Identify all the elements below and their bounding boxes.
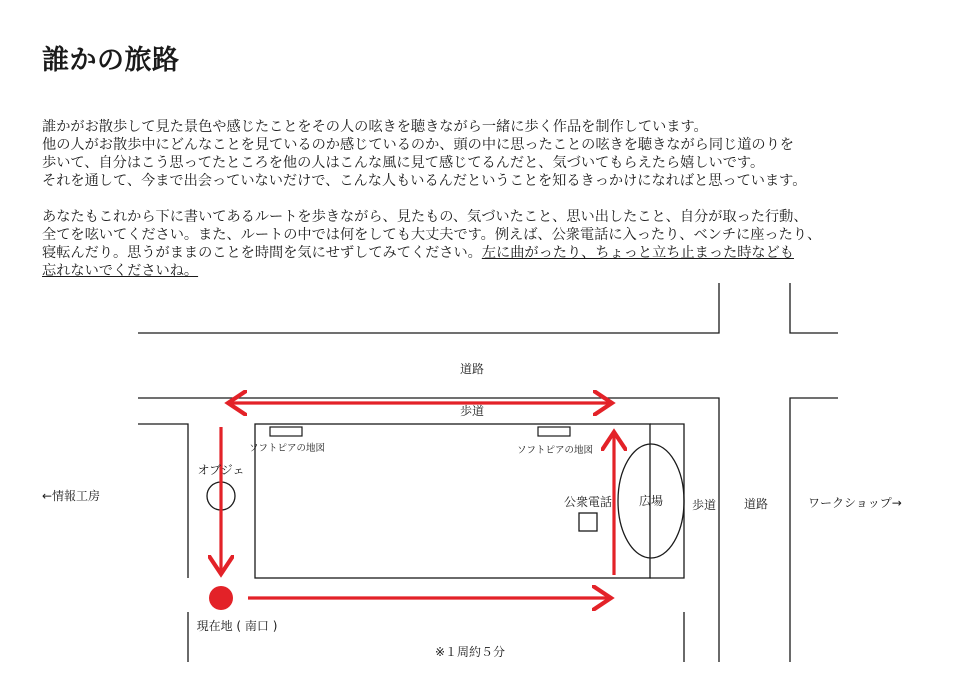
map-board-right-icon [538,427,570,436]
intro-line: それを通して、今まで出会っていないだけで、こんな人もいるんだということを知るきっかけになればと思っています。 [42,173,807,189]
road-top-label: 道路 [459,362,485,376]
to-left-label: ←情報工房 [42,489,101,503]
intro-line: 全てを呟いてください。また、ルートの中では何をしても大丈夫です。例えば、公衆電話に入ったり、ベンチに座ったり、 [42,227,822,243]
intro-text-underlined: 忘れないでくださいね。 [42,263,199,279]
sidewalk-top-label: 歩道 [459,404,485,418]
right-road-edge [790,398,838,662]
intro-line: あなたもこれから下に書いてあるルートを歩きながら、見たもの、気づいたこと、思い出したこと、自分が取った行動、 [42,209,808,225]
map-board-left-label: ソフトピアの地図 [248,443,326,454]
upper-road-edge [138,283,719,333]
to-right-label: ワークショップ→ [808,496,902,510]
intro-text-underlined: 左に曲がったり、ちょっと立ち止まった時なども [481,245,794,261]
intro-line: 歩いて、自分はこう思ってたところを他の人はこんな風に見て感じてるんだと、気づいてもらえたら嬉しいです。 [42,155,765,171]
sidewalk-right-label: 歩道 [691,498,717,512]
map-board-left-icon [270,427,302,436]
lap-time-note: ※１周約５分 [434,645,506,659]
public-phone-label: 公衆電話 [563,495,613,509]
left-sidewalk-edge [138,424,188,578]
phone-booth-icon [579,513,597,531]
intro-line: 誰かがお散歩して見た景色や感じたことをその人の呟きを聴きながら一緒に歩く作品を制作しています。 [42,119,708,135]
plaza-label: 広場 [638,494,664,508]
page-title: 誰かの旅路 [42,45,180,76]
intro-line: 他の人がお散歩中にどんなことを見ているのか感じているのか、頭の中に思ったことの呟きを聴きながら同じ道のりを [42,137,794,153]
road-right-label: 道路 [743,497,769,511]
upper-right-road-edge [790,283,838,333]
map-board-right-label: ソフトピアの地図 [516,445,594,456]
current-location-marker [209,586,233,610]
object-label: オブジェ [197,463,245,477]
intro-text-plain: 寝転んだり。思うがままのことを時間を気にせずしてみてください。 [42,245,482,261]
walking-route [221,403,614,598]
current-location-label: 現在地 ( 南口 ) [196,619,278,633]
